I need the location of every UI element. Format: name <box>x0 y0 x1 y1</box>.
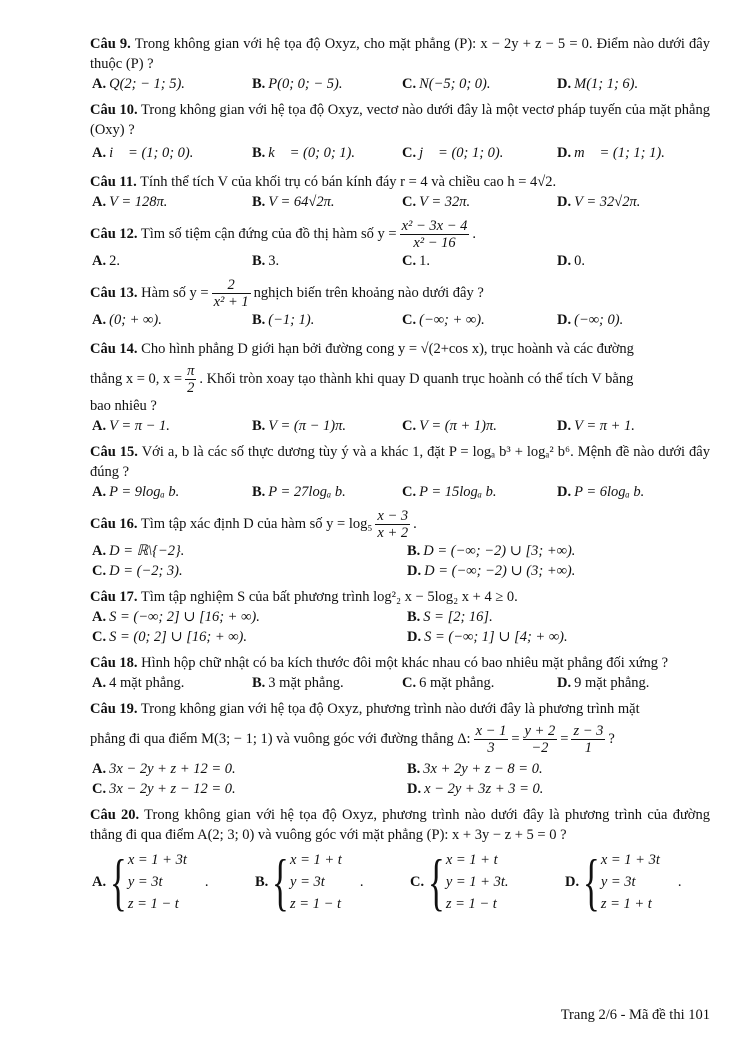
question-number: Câu 13. <box>90 284 138 301</box>
option-c: C. N(−5; 0; 0). <box>402 76 491 92</box>
option-d: D. M(1; 1; 6). <box>557 76 639 92</box>
option-b: B. k⃗ = (0; 0; 1). <box>252 145 355 161</box>
option-c: C. V = 32π. <box>402 194 471 210</box>
option-b: B. 3x + 2y + z − 8 = 0. <box>407 761 543 778</box>
option-d: D. P = 6logₐ b. <box>557 484 645 501</box>
fraction: $\frac{x - 3}{x + 2}$ <box>377 508 409 542</box>
option-a: A. V = 128π. <box>92 194 168 210</box>
question-stem: Trong không gian với hệ tọa độ Oxyz, phương trình nào dưới đây là phương trình của đường thẳng đi qua điểm A(2; 3; 0) và vuông góc với mặt phẳng (P): x + 3y − z + 5 = 0 ? <box>90 807 710 844</box>
option-d: D. D = (−∞; −2) ∪ (3; +∞). <box>407 563 576 580</box>
option-b: B. P = 27logₐ b. <box>252 484 346 501</box>
question-number: Câu 15. <box>90 444 138 461</box>
question-18 <box>90 653 710 693</box>
option-c: C. V = (π + 1)π. <box>402 418 497 435</box>
option-d: D. S = (−∞; 1] ∪ [4; + ∞). <box>407 629 568 646</box>
question-10 <box>90 100 710 166</box>
question-number: Câu 10. <box>90 102 138 118</box>
question-stem: Hàm số y = <box>141 284 209 301</box>
option-d: D. 9 mặt phẳng. <box>557 675 650 692</box>
option-a: A. D = ℝ\{−2}. <box>92 543 185 560</box>
question-number: Câu 19. <box>90 701 138 718</box>
option-a: A. P = 9logₐ b. <box>92 484 180 501</box>
option-a: A. V = π − 1. <box>92 418 170 435</box>
page-footer: Trang 2/6 - Mã đề thi 101 <box>560 1007 710 1023</box>
option-c: C. S = (0; 2] ∪ [16; + ∞). <box>92 629 248 646</box>
option-d: D. m⃗ = (1; 1; 1). <box>557 145 665 161</box>
option-b: B. (−1; 1). <box>252 312 315 328</box>
option-c: C. 1. <box>402 253 430 269</box>
question-number: Câu 11. <box>90 174 137 190</box>
option-c: C. { x = 1 + t y = 1 + 3t. z = 1 − t <box>410 846 509 918</box>
question-11 <box>90 172 710 212</box>
option-d: D. 0. <box>557 253 585 269</box>
option-a: A. { x = 1 + 3t y = 3t z = 1 − t . <box>92 846 209 918</box>
question-20 <box>90 805 710 918</box>
question-stem: Trong không gian với hệ tọa độ Oxyz, vectơ nào dưới đây là một vectơ pháp tuyến của mặt phẳng (Oxy) ? <box>90 102 710 138</box>
option-a: A. (0; + ∞). <box>92 312 162 328</box>
option-a: A. 2. <box>92 253 120 269</box>
question-13: Câu 13. Hàm số y = $\frac{2}{\text{x² + 1}}$ nghịch biến trên khoảng nào dưới đây ? A. (0; + ∞). B. (−1; 1). C. (−∞; + ∞). D. (−∞; 0). <box>90 277 710 330</box>
option-b: B. 3 mặt phẳng. <box>252 675 344 692</box>
question-number: Câu 20. <box>90 807 140 824</box>
option-b: B. D = (−∞; −2) ∪ [3; +∞). <box>407 543 576 560</box>
question-stem: Trong không gian với hệ tọa độ Oxyz, cho mặt phẳng (P): x − 2y + z − 5 = 0. Điểm nào dưới đây thuộc (P) ? <box>90 36 710 72</box>
question-number: Câu 14. <box>90 341 138 357</box>
question-number: Câu 12. <box>90 225 138 242</box>
option-c: C. P = 15logₐ b. <box>402 484 497 501</box>
question-stem: Trong không gian với hệ tọa độ Oxyz, phương trình nào dưới đây là phương trình mặt <box>140 701 640 718</box>
question-number: Câu 17. <box>90 589 138 606</box>
option-c: C. j⃗ = (0; 1; 0). <box>402 145 504 161</box>
question-17 <box>90 587 710 647</box>
question-stem: Cho hình phẳng D giới hạn bởi đường cong y = √(2+cos x), trục hoành và các đường <box>141 341 634 357</box>
question-14: Câu 14. Cho hình phẳng D giới hạn bởi đường cong y = √(2+cos x), trục hoành và các đường thẳng x = 0, x = $\frac{\pi}{2}$ . Khối tròn xoay tạo thành khi quay D quanh trục hoành có thể tích V bằng bao nhiêu ? A. V = π − 1. B. V = (π − 1)π. C. V = (π + 1)π. D. V = π + 1. <box>90 336 710 436</box>
option-b: B. { x = 1 + t y = 3t z = 1 − t . <box>255 846 364 918</box>
fraction: $\frac{\pi}{2}$ <box>187 363 195 397</box>
question-stem: Hình hộp chữ nhật có ba kích thước đôi một khác nhau có bao nhiêu mặt phẳng đối xứng ? <box>141 655 669 672</box>
option-b: B. S = [2; 16]. <box>407 609 493 626</box>
exam-page <box>90 34 710 921</box>
question-15 <box>90 442 710 502</box>
question-number: Câu 9. <box>90 36 131 52</box>
option-a: A. 3x − 2y + z + 12 = 0. <box>92 761 236 778</box>
option-c: C. (−∞; + ∞). <box>402 312 485 328</box>
question-stem: Tìm số tiệm cận đứng của đồ thị hàm số y = <box>140 225 397 242</box>
option-a: A. S = (−∞; 2] ∪ [16; + ∞). <box>92 609 260 626</box>
option-c: C. 6 mặt phẳng. <box>402 675 495 692</box>
fraction: $\frac{\text{x² − 3x − 4}}{\text{x² − 16}}$ <box>401 218 468 251</box>
question-stem: Tìm tập xác định D của hàm số y = log₅ <box>140 516 373 532</box>
question-12: Câu 12. Tìm số tiệm cận đứng của đồ thị hàm số y = $\frac{\text{x² − 3x − 4}}{\text{x² − 16}}$ . A. 2. B. 3. C. 1. D. 0. <box>90 218 710 271</box>
question-number: Câu 18. <box>90 655 138 672</box>
question-number: Câu 16. <box>90 516 138 532</box>
option-d: D. x − 2y + 3z + 3 = 0. <box>407 781 544 798</box>
option-a: A. i⃗ = (1; 0; 0). <box>92 145 194 161</box>
question-stem: Tìm tập nghiệm S của bất phương trình log²₂ x − 5log₂ x + 4 ≥ 0. <box>140 589 518 606</box>
option-c: C. 3x − 2y + z − 12 = 0. <box>92 781 236 798</box>
option-d: D. V = π + 1. <box>557 418 635 435</box>
question-9 <box>90 34 710 94</box>
question-19: Câu 19. Trong không gian với hệ tọa độ Oxyz, phương trình nào dưới đây là phương trình mặt phẳng đi qua điểm M(3; − 1; 1) và vuông góc với đường thẳng Δ: $\frac{x - 1}{3}$ = $\frac{y + 2}{-2}$ = $\frac{z - 3}{1}$ ? A. 3x − 2y + z + 12 = 0. B. 3x + 2y + z − 8 = 0. C. 3x − 2y + z − 12 = 0. D. x − 2y + 3z + 3 = 0. <box>90 699 710 799</box>
option-b: B. V = (π − 1)π. <box>252 418 347 435</box>
option-b: B. P(0; 0; − 5). <box>252 76 343 92</box>
fraction: $\frac{2}{\text{x² + 1}}$ <box>213 277 249 310</box>
question-stem: Tính thể tích V của khối trụ có bán kính đáy r = 4 và chiều cao h = 4√2. <box>140 174 557 190</box>
question-16: Câu 16. Tìm tập xác định D của hàm số y = log₅ $\frac{x - 3}{x + 2}$ . A. D = ℝ\{−2}. B. D = (−∞; −2) ∪ [3; +∞). C. D = (−2; 3). D. D = (−∞; −2) ∪ (3; +∞). <box>90 508 710 581</box>
option-a: A. 4 mặt phẳng. <box>92 675 185 692</box>
option-b: B. V = 64√2π. <box>252 194 335 210</box>
option-d: D. V = 32√2π. <box>557 194 641 210</box>
option-c: C. D = (−2; 3). <box>92 563 183 580</box>
option-d: D. (−∞; 0). <box>557 312 624 328</box>
option-b: B. 3. <box>252 253 280 269</box>
option-d: D. { x = 1 + 3t y = 3t z = 1 + t . <box>565 846 682 918</box>
option-a: A. Q(2; − 1; 5). <box>92 76 185 92</box>
question-stem: Với a, b là các số thực dương tùy ý và a khác 1, đặt P = logₐ b³ + logₐ² b⁶. Mệnh đề nào dưới đây đúng ? <box>90 444 710 481</box>
